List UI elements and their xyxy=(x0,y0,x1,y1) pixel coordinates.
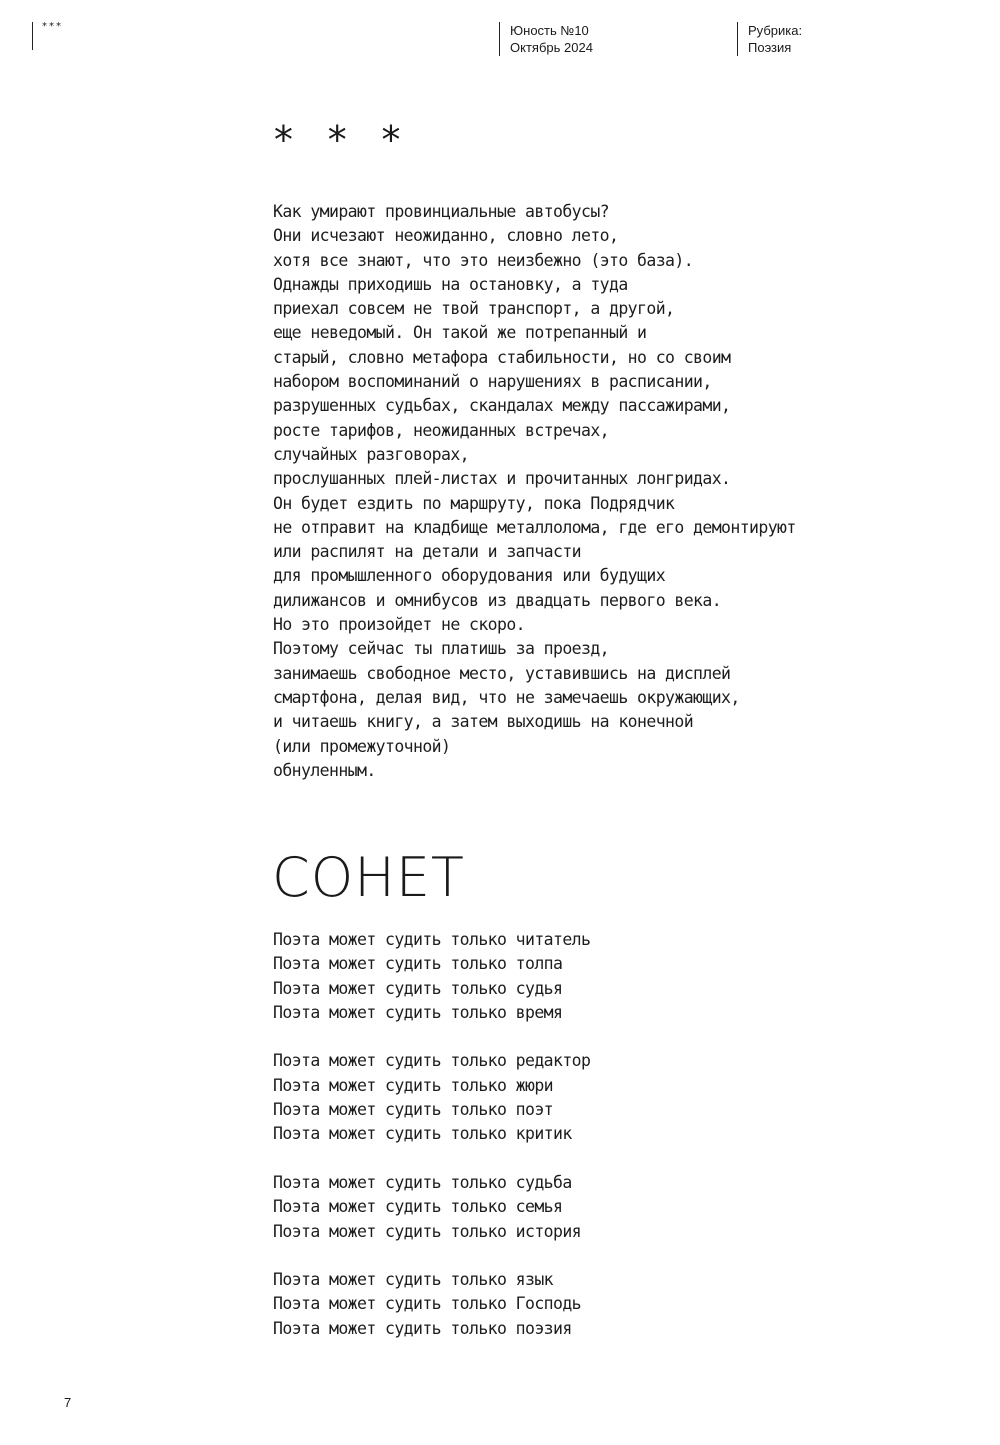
poem-line: прослушанных плей-листах и прочитанных лонгридах. xyxy=(273,469,731,489)
poem-line: или распилят на детали и запчасти xyxy=(273,542,582,562)
rubric-label: Рубрика: xyxy=(748,23,803,38)
poem-line: Они исчезают неожиданно, словно лето, xyxy=(273,226,619,246)
poem-line: Поэтому сейчас ты платишь за проезд, xyxy=(273,639,610,659)
poem-line: Поэта может судить только Господь xyxy=(273,1294,582,1314)
poem-line: Поэта может судить только язык xyxy=(273,1270,554,1290)
page-number: 7 xyxy=(64,1395,72,1410)
poem-line: старый, словно метафора стабильности, но со своим xyxy=(273,347,731,367)
issue-title: Юность №10 xyxy=(510,23,589,38)
poem-line: обнуленным. xyxy=(273,760,376,780)
poem-line: Поэта может судить только редактор xyxy=(273,1051,591,1071)
poem-line: Поэта может судить только жюри xyxy=(273,1075,554,1095)
poem-line: набором воспоминаний о нарушениях в расписании, xyxy=(273,372,712,392)
poem-line: Поэта может судить только критик xyxy=(273,1124,572,1144)
poem-line: Поэта может судить только семья xyxy=(273,1197,563,1217)
poem-line: приехал совсем не твой транспорт, а другой, xyxy=(273,299,675,319)
poem2-title: СОНЕТ xyxy=(272,846,465,909)
poem2-body xyxy=(273,928,590,1365)
poem-line: Поэта может судить только читатель xyxy=(273,930,591,949)
poem-line: дилижансов и омнибусов из двадцать первого века. xyxy=(273,590,722,610)
poem-line: еще неведомый. Он такой же потрепанный и xyxy=(273,323,647,343)
stanza xyxy=(273,1171,590,1244)
poem-line: Но это произойдет не скоро. xyxy=(273,615,526,635)
poem-line: случайных разговорах, xyxy=(273,444,470,464)
stanza xyxy=(273,1049,590,1146)
poem-line: Он будет ездить по маршруту, пока Подрядчик xyxy=(273,493,675,513)
poem-line: не отправит на кладбище металлолома, где его демонтируют xyxy=(273,517,796,537)
poem-line: разрушенных судьбах, скандалах между пассажирами, xyxy=(273,396,731,416)
stanza xyxy=(273,928,590,1025)
poem-line: и читаешь книгу, а затем выходишь на конечной xyxy=(273,712,694,732)
issue-info xyxy=(499,22,593,56)
poem-line: Поэта может судить только время xyxy=(273,1002,563,1022)
issue-date: Октябрь 2024 xyxy=(510,40,593,55)
poem-line: Поэта может судить только судья xyxy=(273,978,563,998)
section-mark: *** xyxy=(32,22,63,50)
poem-line: смартфона, делая вид, что не замечаешь окружающих, xyxy=(273,687,740,707)
poem-line: росте тарифов, неожиданных встречах, xyxy=(273,420,610,440)
rubric-value: Поэзия xyxy=(748,40,792,55)
poem-line: Поэта может судить только история xyxy=(273,1221,582,1241)
stanza xyxy=(273,1268,590,1341)
poem-line: занимаешь свободное место, уставившись на дисплей xyxy=(273,663,731,683)
poem-line: Однажды приходишь на остановку, а туда xyxy=(273,274,628,294)
poem-line: Поэта может судить только толпа xyxy=(273,954,563,974)
poem-line: Как умирают провинциальные автобусы? xyxy=(273,202,610,221)
poem-line: Поэта может судить только судьба xyxy=(273,1172,572,1192)
poem-line: Поэта может судить только поэзия xyxy=(273,1318,572,1338)
poem-line: для промышленного оборудования или будущих xyxy=(273,566,666,586)
poem1-title: * * * xyxy=(272,118,407,162)
poem-line: (или промежуточной) xyxy=(273,736,451,756)
poem-line: Поэта может судить только поэт xyxy=(273,1100,554,1120)
poem-line: хотя все знают, что это неизбежно (это база). xyxy=(273,250,694,270)
poem1-body xyxy=(273,200,796,783)
rubric-info xyxy=(737,22,802,56)
